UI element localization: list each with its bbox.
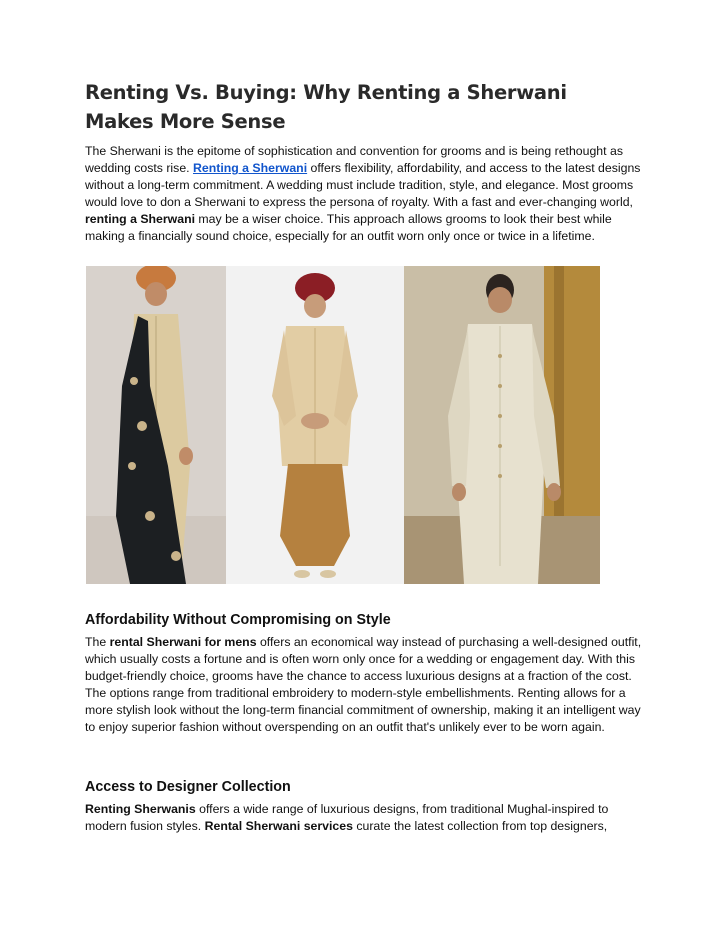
renting-sherwani-link[interactable]: Renting a Sherwani (193, 161, 308, 175)
designer-text-1: offers a wide range of luxurious designs, from traditional Mughal-inspired to modern fusion styles. (85, 802, 609, 833)
groom-photo-dark-shawl (86, 266, 226, 584)
groom-photo-cream-sherwani (404, 266, 600, 584)
article-title: Renting Vs. Buying: Why Renting a Sherwani Makes More Sense (85, 81, 567, 133)
designer-collection-paragraph (85, 801, 645, 835)
designer-bold-2: Rental Sherwani services (204, 819, 353, 833)
intro-text-3: may be a wiser choice. This approach allows grooms to look their best while making a financially sound choice, especially for an outfit worn only once or twice in a lifetime. (85, 212, 612, 243)
intro-text-1: The Sherwani is the epitome of sophistication and convention for grooms and is being rethought as wedding costs rise. (85, 144, 623, 175)
intro-bold-1: renting a Sherwani (85, 212, 196, 226)
intro-text-2: offers flexibility, affordability, and access to the latest designs without a long-term commitment. A wedding must include tradition, style, and elegance. Most grooms would love to don a Sherwani to express the persona of royalty. With a fast and ever-changing world, (85, 161, 641, 209)
affordability-text-2: offers an economical way instead of purchasing a well-designed outfit, which usually costs a fortune and is often worn only once for a wedding or engagement day. With this budget-friendly choice, grooms have the chance to access luxurious designs at a fraction of the cost. The options range from traditional embroidery to modern-style embellishments. Renting allows for a more stylish look without the long-term financial commitment of ownership, making it an intelligent way to enjoy superior fashion without overspending on an outfit that's unlikely ever to be worn again. (85, 635, 642, 734)
sherwani-photo-collage (86, 266, 600, 584)
groom-photo-gold-dhoti (226, 266, 404, 584)
section-heading-designer-collection: Access to Designer Collection (85, 779, 291, 795)
section-heading-affordability: Affordability Without Compromising on Style (85, 612, 391, 628)
affordability-bold-1: rental Sherwani for mens (109, 635, 257, 649)
affordability-text-1: The (85, 635, 110, 649)
affordability-paragraph (85, 634, 645, 736)
designer-text-2: curate the latest collection from top designers, (352, 819, 608, 833)
intro-paragraph (85, 143, 645, 245)
designer-bold-1: Renting Sherwanis (85, 802, 196, 816)
